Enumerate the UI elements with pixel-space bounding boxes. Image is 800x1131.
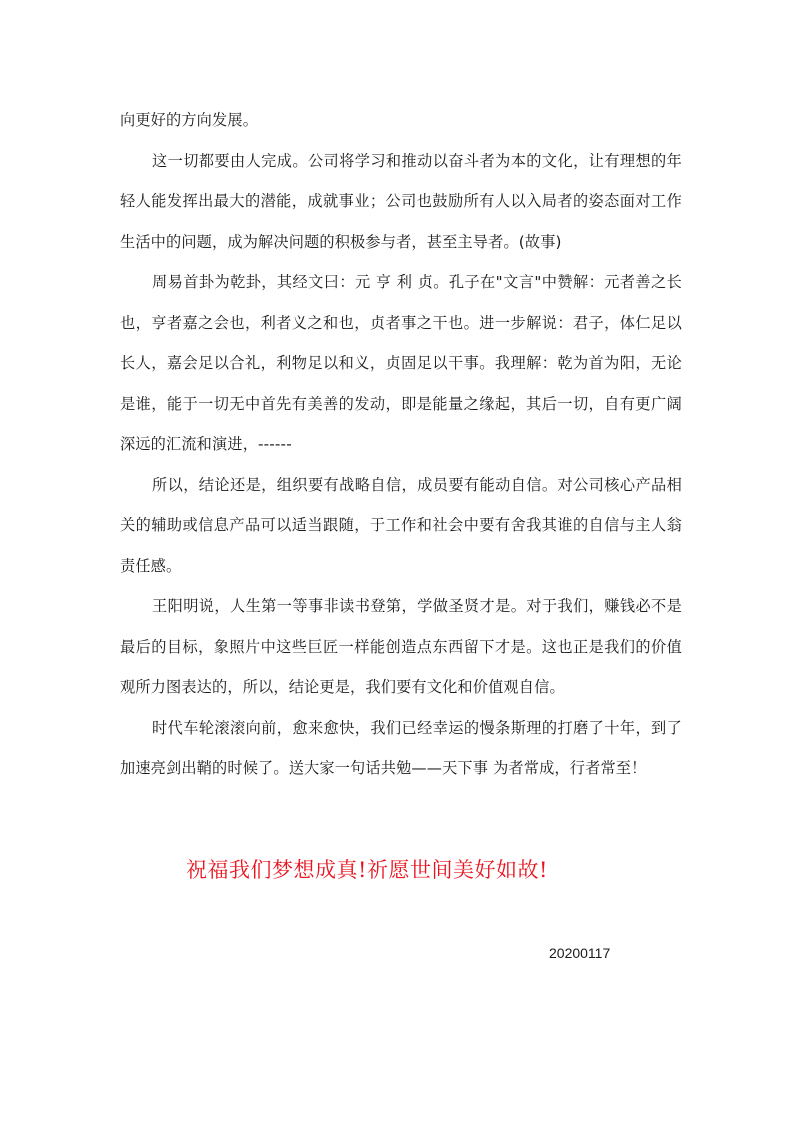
document-body <box>120 100 682 789</box>
paragraph-2: 这一切都要由人完成。公司将学习和推动以奋斗者为本的文化，让有理想的年轻人能发挥出最大的潜能，成就事业；公司也鼓励所有人以入局者的姿态面对工作生活中的问题，成为解决问题的积极参与者，甚至主导者。(故事) <box>120 151 682 251</box>
paragraph-4: 所以，结论还是，组织要有战略自信，成员要有能动自信。对公司核心产品相关的辅助或信息产品可以适当跟随，于工作和社会中要有舍我其谁的自信与主人翁责任感。 <box>120 475 682 575</box>
paragraph-6: 时代车轮滚滚向前，愈来愈快，我们已经幸运的慢条斯理的打磨了十年，到了加速亮剑出鞘的时候了。送大家一句话共勉——天下事 为者常成，行者常至！ <box>120 718 682 777</box>
document-date: 20200117 <box>549 945 611 961</box>
paragraph-5: 王阳明说，人生第一等事非读书登第，学做圣贤才是。对于我们，赚钱必不是最后的目标，象照片中这些巨匠一样能创造点东西留下才是。这也正是我们的价值观所力图表达的，所以，结论更是，我们要有文化和价值观自信。 <box>120 597 682 696</box>
blessing-line: 祝福我们梦想成真!祈愿世间美好如故! <box>186 858 548 882</box>
paragraph-1: 向更好的方向发展。 <box>120 111 259 129</box>
paragraph-3: 周易首卦为乾卦，其经文曰：元 亨 利 贞。孔子在"文言"中赞解：元者善之长也，亨者嘉之会也，利者义之和也，贞者事之干也。进一步解说：君子，体仁足以长人，嘉会足以合礼，利物足以和义，贞固足以干事。我理解：乾为首为阳，无论是谁，能于一切无中首先有美善的发动，即是能量之缘起，其后一切，自有更广阔深远的汇流和演进，------ <box>120 273 682 453</box>
